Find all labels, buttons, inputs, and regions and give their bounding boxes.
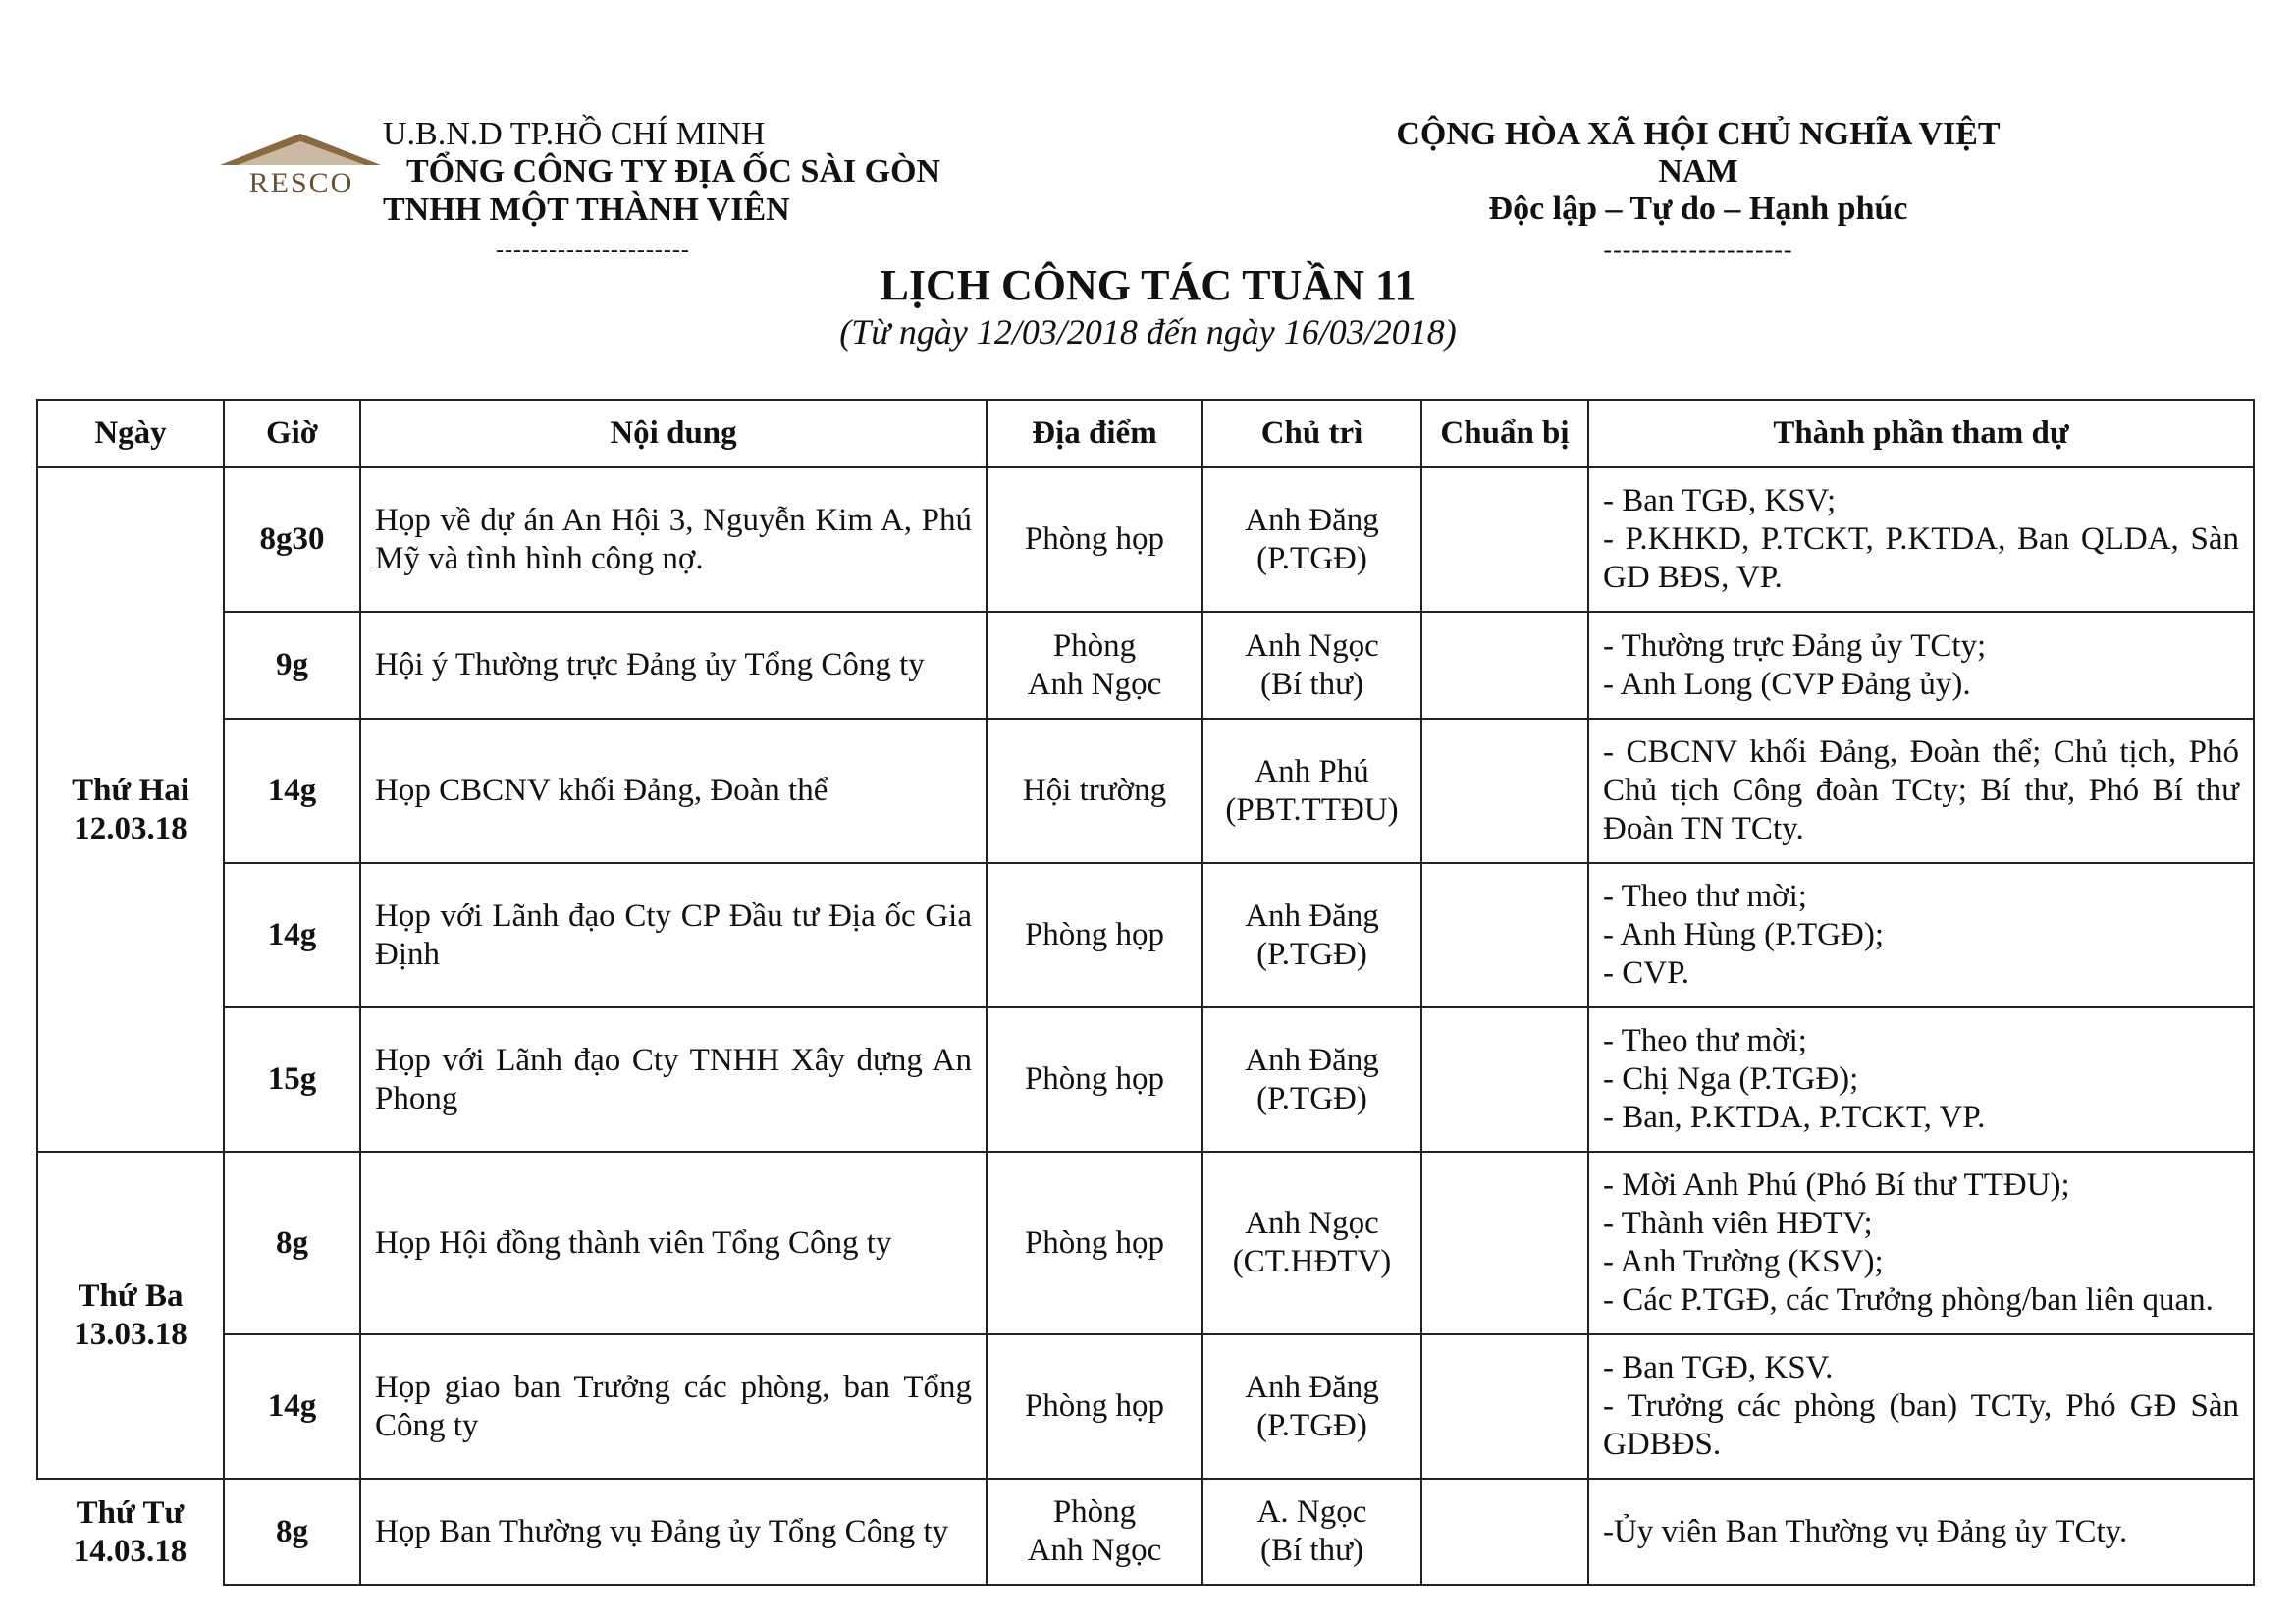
content-cell: Họp với Lãnh đạo Cty TNHH Xây dựng An Phong [360, 1007, 987, 1152]
prep-cell [1421, 612, 1588, 719]
chair-line: (CT.HĐTV) [1232, 1244, 1392, 1279]
attendee-line: - Ban TGĐ, KSV. [1603, 1350, 1834, 1385]
day-name: Thứ Tư [76, 1494, 185, 1531]
prep-cell [1421, 467, 1588, 612]
org-line-2: TỔNG CÔNG TY ĐỊA ỐC SÀI GÒN [406, 153, 941, 189]
chair-cell [1202, 719, 1421, 863]
attendee-line: - Anh Trường (KSV); [1603, 1244, 1884, 1279]
attendees-cell [1588, 863, 2254, 1007]
chair-cell [1202, 467, 1421, 612]
national-motto [1355, 116, 2042, 269]
chair-cell [1202, 1334, 1421, 1479]
resco-logo-text: RESCO [248, 167, 354, 198]
col-header-time: Giờ [224, 400, 360, 467]
col-header-attendees: Thành phần tham dự [1588, 400, 2254, 467]
chair-cell [1202, 612, 1421, 719]
attendee-line: - Chị Nga (P.TGĐ); [1603, 1061, 1859, 1097]
time-cell: 14g [224, 863, 360, 1007]
time-cell: 8g [224, 1152, 360, 1334]
page-subtitle: (Từ ngày 12/03/2018 đến ngày 16/03/2018) [839, 312, 1457, 352]
place-cell [987, 1152, 1202, 1334]
col-header-prep: Chuẩn bị [1421, 400, 1588, 467]
chair-line: Anh Phú [1255, 753, 1369, 789]
attendees-cell [1588, 612, 2254, 719]
col-header-place: Địa điểm [987, 400, 1202, 467]
place-line: Phòng họp [1024, 1061, 1165, 1097]
chair-cell [1202, 1479, 1421, 1585]
org-separator: ---------------------- [496, 238, 690, 263]
place-line: Phòng họp [1024, 917, 1165, 952]
chair-line: (P.TGĐ) [1256, 936, 1367, 972]
prep-cell [1421, 1007, 1588, 1152]
place-cell [987, 612, 1202, 719]
chair-cell [1202, 1007, 1421, 1152]
chair-cell [1202, 863, 1421, 1007]
attendees-cell [1588, 1152, 2254, 1334]
time-cell: 15g [224, 1007, 360, 1152]
time-cell: 14g [224, 1334, 360, 1479]
chair-line: (P.TGĐ) [1256, 1080, 1367, 1116]
col-header-content: Nội dung [360, 400, 987, 467]
place-line: Phòng họp [1024, 1388, 1165, 1424]
content-cell: Họp với Lãnh đạo Cty CP Đầu tư Địa ốc Gia Định [360, 863, 987, 1007]
prep-cell [1421, 1334, 1588, 1479]
day-name: Thứ Hai [72, 772, 189, 808]
chair-line: Anh Ngọc [1245, 627, 1379, 664]
prep-cell [1421, 1152, 1588, 1334]
attendees-cell [1588, 1007, 2254, 1152]
nation-line-1: CỘNG HÒA XÃ HỘI CHỦ NGHĨA VIỆT NAM [1396, 116, 2001, 189]
table-row [37, 1007, 2254, 1152]
attendee-line: - Ban, P.KTDA, P.TCKT, VP. [1603, 1100, 1986, 1135]
prep-cell [1421, 863, 1588, 1007]
day-date: 14.03.18 [73, 1533, 187, 1569]
time-cell: 14g [224, 719, 360, 863]
attendee-line: - Theo thư mời; [1603, 879, 1807, 914]
attendee-line: - CBCNV khối Đảng, Đoàn thể; Chủ tịch, Phó Chủ tịch Công đoàn TCty; Bí thư, Phó Bí thư Đoàn TN TCty. [1603, 734, 2239, 846]
attendee-line: - Thành viên HĐTV; [1603, 1206, 1873, 1241]
attendee-line: - Theo thư mời; [1603, 1023, 1807, 1058]
table-row [37, 612, 2254, 719]
attendee-line: - Các P.TGĐ, các Trưởng phòng/ban liên quan. [1603, 1282, 2214, 1318]
attendees-cell [1588, 1334, 2254, 1479]
resco-logo [218, 128, 385, 198]
attendee-line: - Anh Long (CVP Đảng ủy). [1603, 666, 1971, 702]
prep-cell [1421, 1479, 1588, 1585]
col-header-day: Ngày [37, 400, 224, 467]
chair-line: (P.TGĐ) [1256, 540, 1367, 576]
day-date: 13.03.18 [74, 1316, 187, 1352]
day-cell-wednesday [37, 1479, 224, 1585]
chair-line: A. Ngọc [1256, 1494, 1367, 1530]
content-cell: Họp Ban Thường vụ Đảng ủy Tổng Công ty [360, 1479, 987, 1585]
table-row [37, 1479, 2254, 1585]
time-cell: 9g [224, 612, 360, 719]
day-cell-monday [37, 467, 224, 1152]
day-date: 12.03.18 [74, 810, 187, 846]
chair-line: (P.TGĐ) [1256, 1407, 1367, 1443]
nation-separator: -------------------- [1603, 236, 1793, 264]
chair-cell [1202, 1152, 1421, 1334]
place-line: Anh Ngọc [1027, 666, 1162, 702]
table-row [37, 1334, 2254, 1479]
chair-line: Anh Đăng [1245, 1369, 1379, 1405]
chair-line: Anh Đăng [1245, 502, 1379, 538]
table-row [37, 467, 2254, 612]
chair-line: Anh Ngọc [1245, 1206, 1379, 1241]
time-cell: 8g30 [224, 467, 360, 612]
place-cell [987, 1479, 1202, 1585]
attendee-line: - CVP. [1603, 955, 1690, 991]
org-line-3: TNHH MỘT THÀNH VIÊN [383, 191, 790, 228]
attendee-line: - Trưởng các phòng (ban) TCTy, Phó GĐ Sàn GDBĐS. [1603, 1388, 2239, 1462]
page-title: LỊCH CÔNG TÁC TUẦN 11 [880, 261, 1416, 309]
place-cell [987, 1007, 1202, 1152]
content-cell: Họp CBCNV khối Đảng, Đoàn thể [360, 719, 987, 863]
place-line: Anh Ngọc [1027, 1533, 1162, 1568]
chair-line: (PBT.TTĐU) [1225, 791, 1399, 828]
attendee-line: - Ban TGĐ, KSV; [1603, 483, 1837, 518]
table-row [37, 863, 2254, 1007]
place-cell [987, 719, 1202, 863]
content-cell: Họp giao ban Trưởng các phòng, ban Tổng Công ty [360, 1334, 987, 1479]
chair-line: Anh Đăng [1245, 1042, 1379, 1078]
attendee-line: - P.KHKD, P.TCKT, P.KTDA, Ban QLDA, Sàn GD BĐS, VP. [1603, 521, 2239, 595]
place-line: Hội trường [1022, 773, 1167, 808]
attendees-cell [1588, 1479, 2254, 1585]
schedule-table [36, 399, 2255, 1586]
attendee-line: - Mời Anh Phú (Phó Bí thư TTĐU); [1603, 1167, 2070, 1203]
place-cell [987, 467, 1202, 612]
place-cell [987, 863, 1202, 1007]
attendee-line: - Anh Hùng (P.TGĐ); [1603, 917, 1884, 952]
table-header-row [37, 400, 2254, 467]
table-row [37, 1152, 2254, 1334]
chair-line: (Bí thư) [1260, 1533, 1363, 1568]
chair-line: (Bí thư) [1260, 666, 1363, 702]
content-cell: Họp Hội đồng thành viên Tổng Công ty [360, 1152, 987, 1334]
place-line: Phòng [1052, 1494, 1137, 1530]
prep-cell [1421, 719, 1588, 863]
col-header-chair: Chủ trì [1202, 400, 1421, 467]
nation-line-2: Độc lập – Tự do – Hạnh phúc [1488, 190, 1908, 227]
table-row [37, 719, 2254, 863]
day-name: Thứ Ba [78, 1277, 184, 1314]
day-cell-tuesday [37, 1152, 224, 1479]
place-line: Phòng họp [1024, 521, 1165, 557]
time-cell: 8g [224, 1479, 360, 1585]
attendees-cell [1588, 467, 2254, 612]
attendee-line: -Ủy viên Ban Thường vụ Đảng ủy TCty. [1603, 1513, 2128, 1549]
place-line: Phòng họp [1024, 1224, 1165, 1261]
place-line: Phòng [1052, 627, 1137, 664]
chair-line: Anh Đăng [1245, 897, 1379, 934]
place-cell [987, 1334, 1202, 1479]
content-cell: Hội ý Thường trực Đảng ủy Tổng Công ty [360, 612, 987, 719]
org-line-1: U.B.N.D TP.HỒ CHÍ MINH [383, 116, 766, 152]
content-cell: Họp về dự án An Hội 3, Nguyễn Kim A, Phú Mỹ và tình hình công nợ. [360, 467, 987, 612]
attendees-cell [1588, 719, 2254, 863]
attendee-line: - Thường trực Đảng ủy TCty; [1603, 627, 1987, 664]
